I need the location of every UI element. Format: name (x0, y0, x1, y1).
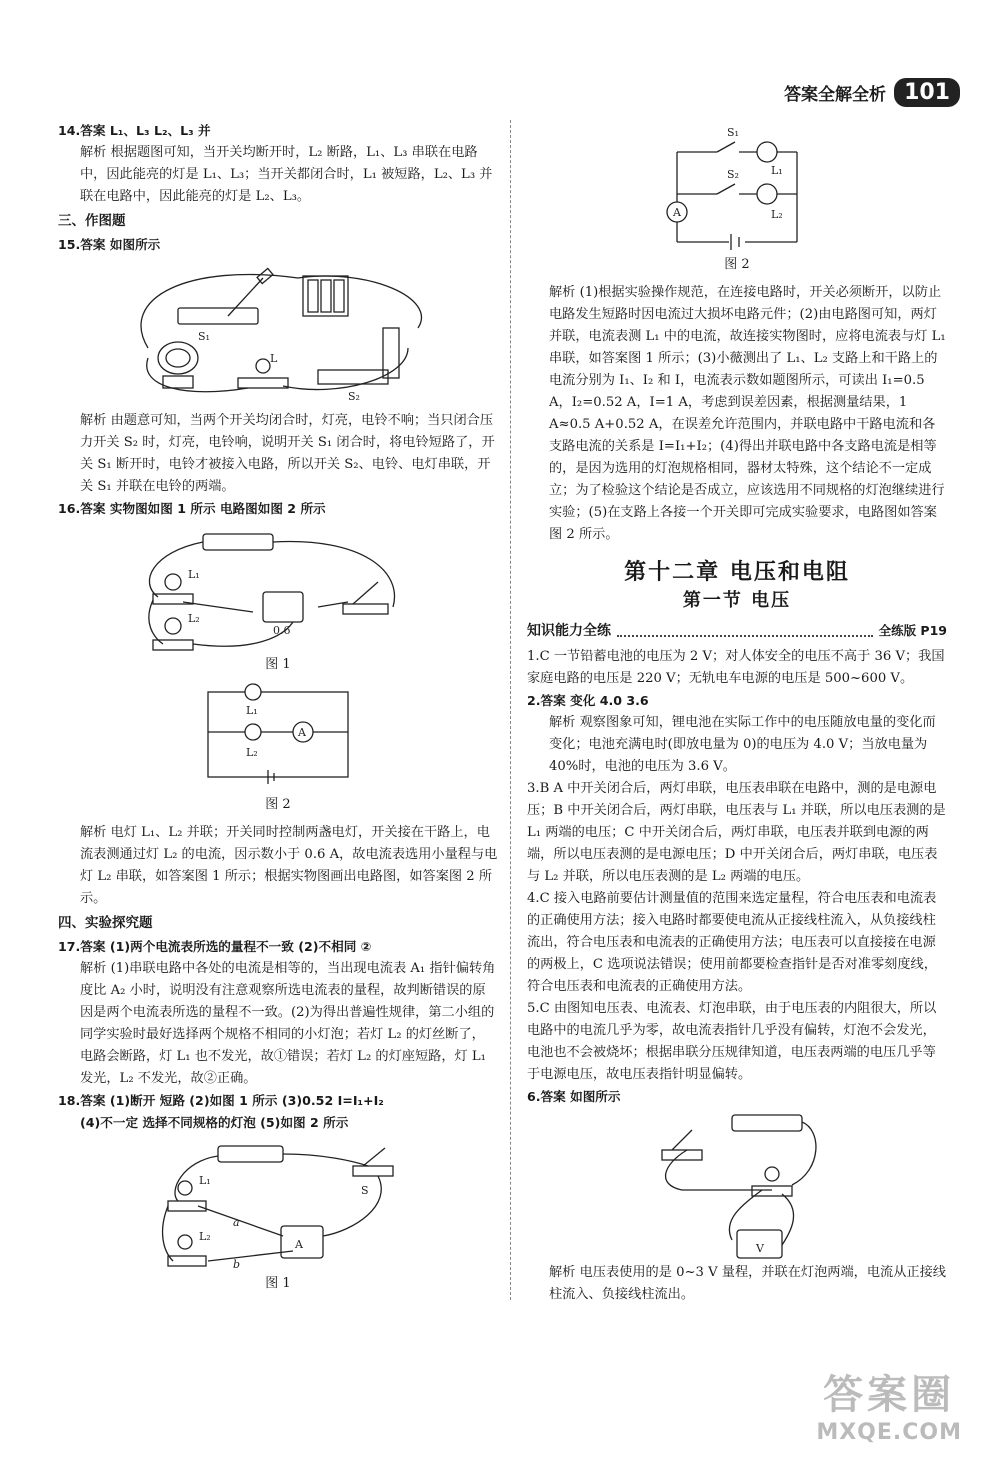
q2-explanation: 解析 观察图象可知，锂电池在实际工作中的电压随放电量的变化而变化；电池充满电时(即放电量为 0)的电压为 4.0 V；当放电量为 40%时，电池的电压为 3.6 V。 (549, 715, 936, 774)
svg-text:b: b (233, 1258, 241, 1271)
watermark (816, 1363, 962, 1445)
q16-answer: 16.答案 实物图如图 1 所示 电路图如图 2 所示 (58, 501, 326, 516)
q18-answer-continued: (4)不一定 选择不同规格的灯泡 (5)如图 2 所示 (80, 1115, 349, 1130)
q5-answer: 5.C 由图知电压表、电流表、灯泡串联，由于电压表的内阻很大，所以电路中的电流几乎为零，故电流表指针几乎没有偏转，灯泡不会发光，电池也不会被烧坏；根据串联分压规律知道，电压表两端的电压几乎等于电源电压，故电压表指针明显偏转。 (527, 1001, 937, 1082)
q15-explanation: 解析 由题意可知，当两个开关均闭合时，灯亮，电铃不响；当只闭合压力开关 S₂ 时，灯亮，电铃响，说明开关 S₁ 闭合时，将电铃短路了，开关 S₁ 断开时，电铃才被接入电路，所以开关 S₂、电铃、电灯串联，开关 S₁ 并联在电铃的两端。 (80, 413, 495, 494)
svg-text:L₂: L₂ (771, 208, 783, 221)
knowledge-band (527, 620, 947, 642)
svg-text:S₂: S₂ (727, 168, 739, 181)
q6-circuit-figure (642, 1110, 832, 1260)
svg-text:A: A (298, 726, 306, 739)
svg-text:L₁: L₁ (199, 1174, 211, 1187)
q16-caption-1: 图 1 (265, 657, 291, 672)
q16-figure-2 (198, 682, 358, 792)
header-title: 答案全解全析 (784, 84, 887, 105)
svg-text:a: a (233, 1216, 240, 1229)
band-reference: 全练版 P19 (878, 623, 947, 638)
page-header (784, 74, 960, 110)
band-dots (617, 625, 873, 637)
q4-answer: 4.C 接入电路前要估计测量值的范围来选定量程，符合电压表和电流表的正确使用方法；接入电路时都要使电流从正接线柱流入，从负接线柱流出，符合电压表和电流表的正确使用方法；电压表可以直接接在电源的两极上，C 选项说法错误；使用前都要检查指针是否对准零刻度线，符合电压表和电流表的正确使用方法。 (527, 891, 937, 994)
q18-caption-2: 图 2 (724, 257, 750, 272)
q15-answer: 15.答案 如图所示 (58, 237, 161, 252)
watermark-site: MXQE.COM (816, 1420, 962, 1445)
q3-answer: 3.B A 中开关闭合后，两灯串联，电压表串联在电路中，测的是电源电压；B 中开关闭合后，两灯串联，电压表与 L₁ 并联，所以电压表测的是 L₁ 两端的电压；C 中开关闭合后，两灯串联，电压表并联到电源的两端，所以电压表测的是电源电压；D 中开关闭合后，两灯串联，电压表与 L₂ 并联，所以电压表测的是 L₂ 两端的电压。 (527, 781, 946, 884)
q17-answer: 17.答案 (1)两个电流表所选的量程不一致 (2)不相同 ② (58, 939, 372, 954)
section-title: 第一节 电压 (682, 590, 792, 611)
svg-text:0.6: 0.6 (273, 624, 291, 637)
q18-figure-1 (153, 1136, 403, 1271)
section-drawing: 三、作图题 (58, 213, 126, 229)
svg-text:L₁: L₁ (771, 164, 783, 177)
left-column (58, 120, 498, 1301)
svg-text:L₂: L₂ (188, 612, 200, 625)
svg-text:A: A (673, 206, 681, 219)
q1-answer: 1.C 一节铅蓄电池的电压为 2 V；对人体安全的电压不高于 36 V；我国家庭电路的电压是 220 V；无轨电车电源的电压是 500~600 V。 (527, 649, 945, 686)
svg-text:L: L (270, 352, 278, 365)
svg-text:L₂: L₂ (199, 1230, 211, 1243)
q18-figure-2 (647, 122, 827, 252)
page-number: 101 (894, 78, 960, 107)
q2-answer: 2.答案 变化 4.0 3.6 (527, 693, 649, 708)
section-experiment: 四、实验探究题 (58, 915, 153, 931)
svg-text:L₁: L₁ (246, 704, 258, 717)
band-title: 知识能力全练 (527, 623, 611, 639)
q16-caption-2: 图 2 (265, 797, 291, 812)
q17-explanation: 解析 (1)串联电路中各处的电流是相等的，当出现电流表 A₁ 指针偏转角度比 A₂ 小时，说明没有注意观察所选电流表的量程，故判断错误的原因是两个电流表所选的量程不一致。(2)为得出普遍性规律，第二小组的同学实验时最好选择两个规格不相同的小灯泡；若灯 L₂ 的灯丝断了，电路会断路，灯 L₁ 也不发光，故①错误；若灯 L₂ 的灯座短路，灯 L₁ 发光，L₂ 不发光，故②正确。 (80, 961, 496, 1086)
right-column (527, 120, 947, 1306)
q18-caption-1: 图 1 (265, 1276, 291, 1291)
q14-answer: 14.答案 L₁、L₃ L₂、L₃ 并 (58, 123, 211, 138)
q15-circuit-figure (108, 258, 448, 408)
q6-explanation: 解析 电压表使用的是 0~3 V 量程，并联在灯泡两端，电流从正接线柱流入、负接线柱流出。 (549, 1265, 946, 1302)
svg-text:S₁: S₁ (198, 330, 210, 343)
watermark-logo: 答案圈 (823, 1372, 956, 1418)
svg-text:S: S (361, 1184, 369, 1197)
svg-text:L₁: L₁ (188, 568, 200, 581)
q14-explanation: 解析 根据题图可知，当开关均断开时，L₂ 断路，L₁、L₃ 串联在电路中，因此能亮的灯是 L₁、L₃；当开关都闭合时，L₁ 被短路，L₂、L₃ 并联在电路中，因此能亮的灯是 L₂、L₃。 (80, 145, 493, 204)
svg-text:L₂: L₂ (246, 746, 258, 759)
chapter-title: 第十二章 电压和电阻 (624, 560, 850, 585)
svg-text:A: A (295, 1238, 303, 1251)
svg-text:S₁: S₁ (727, 126, 739, 139)
svg-text:S₂: S₂ (348, 390, 360, 403)
q6-answer: 6.答案 如图所示 (527, 1089, 621, 1104)
q16-figure-1 (133, 522, 423, 652)
q18-answer: 18.答案 (1)断开 短路 (2)如图 1 所示 (3)0.52 I=I₁+I₂ (58, 1093, 384, 1108)
q16-explanation: 解析 电灯 L₁、L₂ 并联；开关同时控制两盏电灯，开关接在干路上，电流表测通过灯 L₂ 的电流，因示数小于 0.6 A，故电流表选用小量程与电灯 L₂ 串联，如答案图 1 所示；根据实物图画出电路图，如答案图 2 所示。 (80, 825, 498, 906)
column-divider (510, 120, 511, 1300)
svg-text:V: V (756, 1242, 764, 1255)
q18-explanation: 解析 (1)根据实验操作规范，在连接电路时，开关必须断开，以防止电路发生短路时因电流过大损坏电路元件；(2)由电路图可知，两灯并联，电流表测 L₁ 中的电流，故连接实物图时，应将电流表与灯 L₁ 串联，如答案图 1 所示；(3)小薇测出了 L₁、L₂ 支路上和干路上的电流分别为 I₁、I₂ 和 I，电流表示数如题图所示，可读出 I₁=0.5 A，I₂=0.52 A，I=1 A，考虑到误差因素，根据测量结果，1 A≈0.5 A+0.52 A，在误差允许范围内，并联电路中干路电流和各支路电流的关系是 I=I₁+I₂；(4)得出并联电路中各支路电流是相等的，是因为选用的灯泡规格相同，器材太特殊，这个结论不一定成立；为了检验这个结论是否成立，应该选用不同规格的灯泡继续进行实验；(5)在支路上各接一个开关即可完成实验要求，电路图如答案图 2 所示。 (549, 285, 946, 542)
